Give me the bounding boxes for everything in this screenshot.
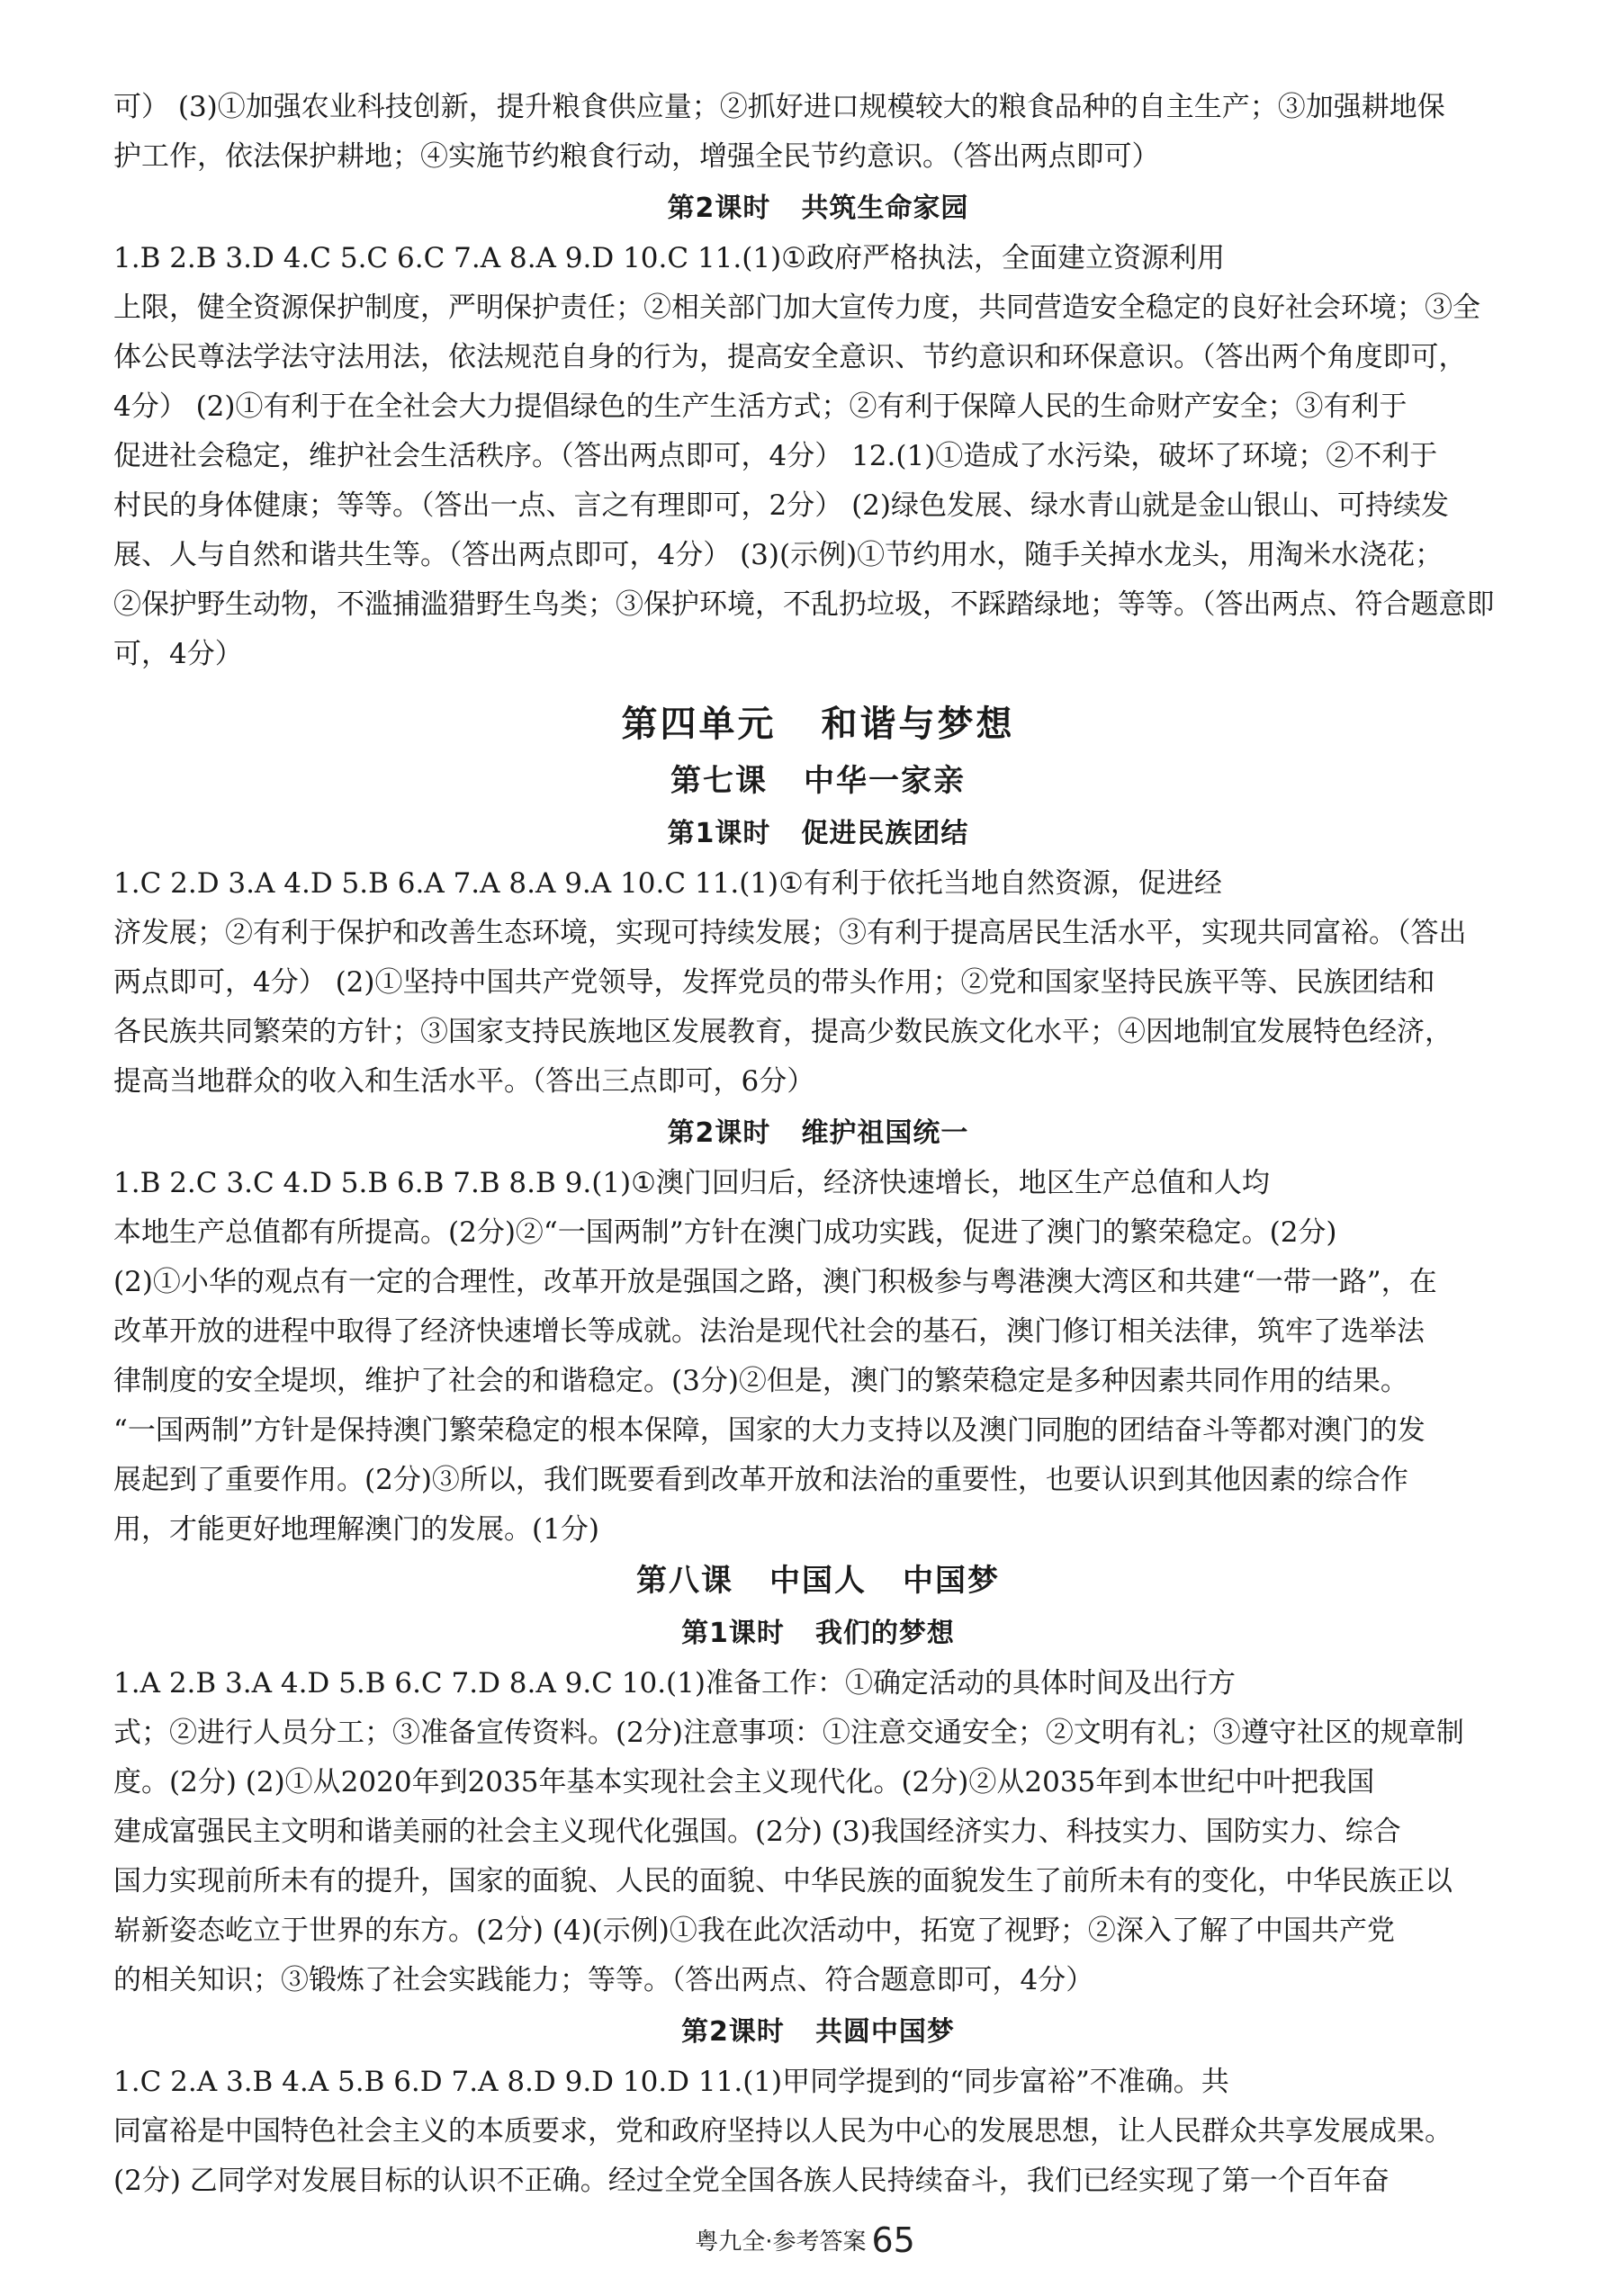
course-heading <box>113 755 1523 807</box>
text-line: 两点即可，4分） (2)①坚持中国共产党领导，发挥党员的带头作用；②党和国家坚持民族平等、民族团结和 <box>113 966 1435 999</box>
course-number: 第七课 <box>670 763 768 799</box>
lesson-number: 第2课时 <box>681 2016 785 2048</box>
lesson-number: 第1课时 <box>667 818 771 849</box>
text-line: 展、人与自然和谐共生等。（答出两点即可，4分） (3)(示例)①节约用水，随手关掉水龙头，用淘米水浇花； <box>113 539 1444 571</box>
lesson-number: 第2课时 <box>667 1117 771 1149</box>
text-line: 本地生产总值都有所提高。(2分)②“一国两制”方针在澳门成功实践，促进了澳门的繁荣稳定。(2分) <box>113 1216 1337 1249</box>
text-line: 律制度的安全堤坝，维护了社会的和谐稳定。(3分)②但是，澳门的繁荣稳定是多种因素共同作用的结果。 <box>113 1365 1408 1397</box>
unit-heading <box>113 697 1523 751</box>
text-line: (2分) 乙同学对发展目标的认识不正确。经过全党全国各族人民持续奋斗，我们已经实现了第一个百年奋 <box>113 2165 1390 2197</box>
text-line: 可，4分） <box>113 638 243 670</box>
text-line: 1.B 2.C 3.C 4.D 5.B 6.B 7.B 8.B 9.(1)①澳门回归后，经济快速增长，地区生产总值和人均 <box>113 1167 1270 1199</box>
page-footer <box>0 2220 1610 2260</box>
answer-paragraph <box>113 1659 1523 2005</box>
lesson-title: 共圆中国梦 <box>814 2016 955 2048</box>
text-line: 上限，健全资源保护制度，严明保护责任；②相关部门加大宣传力度，共同营造安全稳定的良好社会环境；③全 <box>113 291 1480 324</box>
lesson-heading <box>113 1609 1523 1659</box>
text-line: 1.C 2.D 3.A 4.D 5.B 6.A 7.A 8.A 9.A 10.C 11.(1)①有利于依托当地自然资源，促进经 <box>113 867 1222 900</box>
lesson-heading <box>113 2007 1523 2058</box>
text-line: 同富裕是中国特色社会主义的本质要求，党和政府坚持以人民为中心的发展思想，让人民群众共享发展成果。 <box>113 2115 1453 2148</box>
text-line: 1.C 2.A 3.B 4.A 5.B 6.D 7.A 8.D 9.D 10.D 11.(1)甲同学提到的“同步富裕”不准确。共 <box>113 2066 1229 2098</box>
text-line: “一国两制”方针是保持澳门繁荣稳定的根本保障，国家的大力支持以及澳门同胞的团结奋斗等都对澳门的发 <box>113 1414 1426 1447</box>
text-line: 建成富强民主文明和谐美丽的社会主义现代化强国。(2分) (3)我国经济实力、科技实力、国防实力、综合 <box>113 1816 1401 1848</box>
lesson-number: 第2课时 <box>667 193 771 224</box>
text-line: 改革开放的进程中取得了经济快速增长等成就。法治是现代社会的基石，澳门修订相关法律，筑牢了选举法 <box>113 1315 1425 1348</box>
lesson-number: 第1课时 <box>681 1618 785 1649</box>
text-line: 1.A 2.B 3.A 4.D 5.B 6.C 7.D 8.A 9.C 10.(1)准备工作：①确定活动的具体时间及出行方 <box>113 1667 1236 1700</box>
intro-paragraph <box>113 83 1523 182</box>
text-line: 式；②进行人员分工；③准备宣传资料。(2分)注意事项：①注意交通安全；②文明有礼；③遵守社区的规章制 <box>113 1717 1464 1749</box>
course-title: 中华一家亲 <box>804 763 966 799</box>
answer-paragraph <box>113 859 1523 1107</box>
text-line: 的相关知识；③锻炼了社会实践能力；等等。（答出两点、符合题意即可，4分） <box>113 1964 1094 1996</box>
course-number: 第八课 <box>636 1563 733 1599</box>
text-line: 提高当地群众的收入和生活水平。（答出三点即可，6分） <box>113 1065 815 1098</box>
text-line: 国力实现前所未有的提升，国家的面貌、人民的面貌、中华民族的面貌发生了前所未有的变化，中华民族正以 <box>113 1865 1453 1897</box>
text-line: 各民族共同繁荣的方针；③国家支持民族地区发展教育，提高少数民族文化水平；④因地制宜发展特色经济， <box>113 1016 1453 1048</box>
text-line: 济发展；②有利于保护和改善生态环境，实现可持续发展；③有利于提高居民生活水平，实现共同富裕。（答出 <box>113 917 1467 949</box>
text-line: 可） (3)①加强农业科技创新，提升粮食供应量；②抓好进口规模较大的粮食品种的自主生产；③加强耕地保 <box>113 91 1445 123</box>
answer-paragraph <box>113 1159 1523 1555</box>
text-line: 用，才能更好地理解澳门的发展。(1分) <box>113 1513 599 1546</box>
lesson-heading <box>113 1108 1523 1159</box>
lesson-heading <box>113 809 1523 859</box>
answer-paragraph <box>113 2058 1523 2206</box>
text-line: 体公民尊法学法守法用法，依法规范自身的行为，提高安全意识、节约意识和环保意识。（答出两个角度即可， <box>113 341 1467 373</box>
course-title-part-1: 中国人 <box>769 1563 867 1599</box>
lesson-heading <box>113 184 1523 234</box>
text-line: 护工作，依法保护耕地；④实施节约粮食行动，增强全民节约意识。（答出两点即可） <box>113 140 1160 173</box>
lesson-title: 我们的梦想 <box>814 1618 955 1649</box>
unit-number: 第四单元 <box>621 704 777 745</box>
answer-paragraph <box>113 234 1523 679</box>
lesson-title: 共筑生命家园 <box>801 193 969 224</box>
page-content <box>113 83 1523 2206</box>
text-line: 度。(2分) (2)①从2020年到2035年基本实现社会主义现代化。(2分)②从2035年到本世纪中叶把我国 <box>113 1766 1375 1798</box>
text-line: 1.B 2.B 3.D 4.C 5.C 6.C 7.A 8.A 9.D 10.C 11.(1)①政府严格执法，全面建立资源利用 <box>113 242 1225 274</box>
course-title-part-2: 中国梦 <box>903 1563 1000 1599</box>
course-heading <box>113 1555 1523 1607</box>
text-line: ②保护野生动物，不滥捕滥猎野生鸟类；③保护环境，不乱扔垃圾，不踩踏绿地；等等。（答出两点、符合题意即 <box>113 588 1495 621</box>
lesson-title: 促进民族团结 <box>801 818 969 849</box>
text-line: 崭新姿态屹立于世界的东方。(2分) (4)(示例)①我在此次活动中，拓宽了视野；②深入了解了中国共产党 <box>113 1915 1395 1947</box>
text-line: 4分） (2)①有利于在全社会大力提倡绿色的生产生活方式；②有利于保障人民的生命财产安全；③有利于 <box>113 390 1408 423</box>
lesson-title: 维护祖国统一 <box>801 1117 969 1149</box>
unit-title: 和谐与梦想 <box>821 704 1015 745</box>
footer-label: 粤九全·参考答案 <box>695 2229 867 2256</box>
text-line: 展起到了重要作用。(2分)③所以，我们既要看到改革开放和法治的重要性，也要认识到其他因素的综合作 <box>113 1464 1408 1496</box>
page-number: 65 <box>871 2220 915 2260</box>
text-line: 促进社会稳定，维护社会生活秩序。（答出两点即可，4分） 12.(1)①造成了水污染，破坏了环境；②不利于 <box>113 440 1438 472</box>
text-line: (2)①小华的观点有一定的合理性，改革开放是强国之路，澳门积极参与粤港澳大湾区和共建“一带一路”，在 <box>113 1266 1437 1298</box>
text-line: 村民的身体健康；等等。（答出一点、言之有理即可，2分） (2)绿色发展、绿水青山就是金山银山、可持续发 <box>113 489 1449 522</box>
